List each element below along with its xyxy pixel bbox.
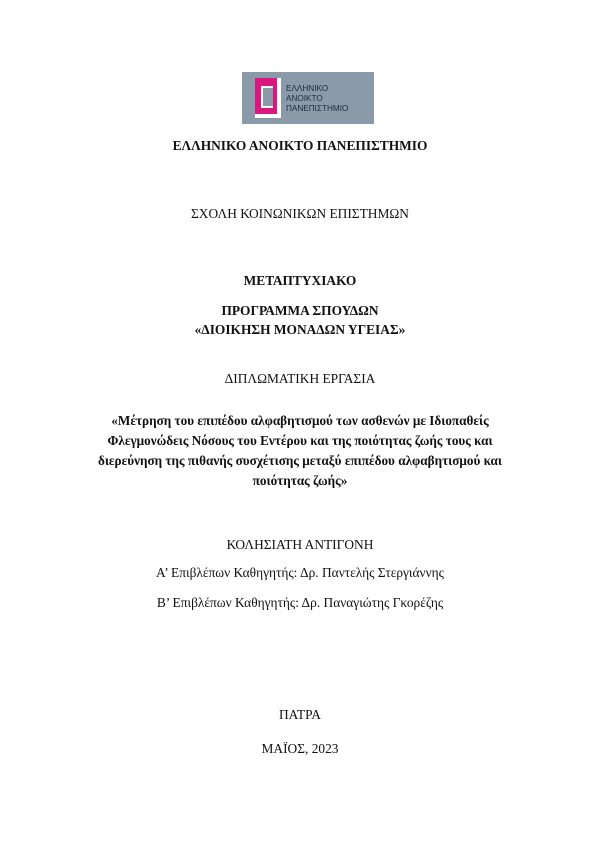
university-logo: [242, 72, 374, 124]
eap-logo-mark-icon: [255, 78, 281, 118]
supervisor-b: Β’ Επιβλέπων Καθηγητής: Δρ. Παναγιώτης Γκορέζης: [156, 595, 444, 610]
thesis-title-line-3: διερεύνηση της πιθανής συσχέτισης μεταξύ επιπέδου αλφαβητισμού και: [97, 453, 503, 468]
logo-line-2: ΑΝΟΙΚΤΟ: [286, 94, 323, 103]
program-line-1: ΜΕΤΑΠΤΥΧΙΑΚΟ: [243, 273, 357, 288]
program-line-2: ΠΡΟΓΡΑΜΜΑ ΣΠΟΥΔΩΝ: [221, 303, 379, 318]
supervisor-a: Α’ Επιβλέπων Καθηγητής: Δρ. Παντελής Στεργιάννης: [156, 565, 444, 580]
author-name: ΚΟΛΗΣΙΑΤΗ ΑΝΤΙΓΟΝΗ: [226, 537, 374, 552]
thesis-title-line-4: ποιότητας ζωής»: [252, 473, 348, 488]
logo-line-3: ΠΑΝΕΠΙΣΤΗΜΙΟ: [286, 104, 349, 113]
university-name: ΕΛΛΗΝΙΚΟ ΑΝΟΙΚΤΟ ΠΑΝΕΠΙΣΤΗΜΙΟ: [172, 138, 428, 153]
school-name: ΣΧΟΛΗ ΚΟΙΝΩΝΙΚΩΝ ΕΠΙΣΤΗΜΩΝ: [191, 206, 409, 221]
thesis-title: [0, 411, 600, 491]
thesis-title-line-2: Φλεγμονώδεις Νόσους του Εντέρου και της ποιότητας ζωής τους και: [107, 433, 493, 448]
thesis-type: ΔΙΠΛΩΜΑΤΙΚΗ ΕΡΓΑΣΙΑ: [224, 371, 376, 386]
thesis-title-line-1: «Μέτρηση του επιπέδου αλφαβητισμού των ασθενών με Ιδιοπαθείς: [111, 413, 489, 428]
city: ΠΑΤΡΑ: [279, 707, 321, 722]
logo-line-1: ΕΛΛΗΝΙΚΟ: [286, 84, 329, 93]
program-line-3: «ΔΙΟΙΚΗΣΗ ΜΟΝΑΔΩΝ ΥΓΕΙΑΣ»: [194, 322, 406, 337]
date: ΜΑΪΟΣ, 2023: [261, 741, 339, 756]
logo-text: [286, 84, 348, 114]
